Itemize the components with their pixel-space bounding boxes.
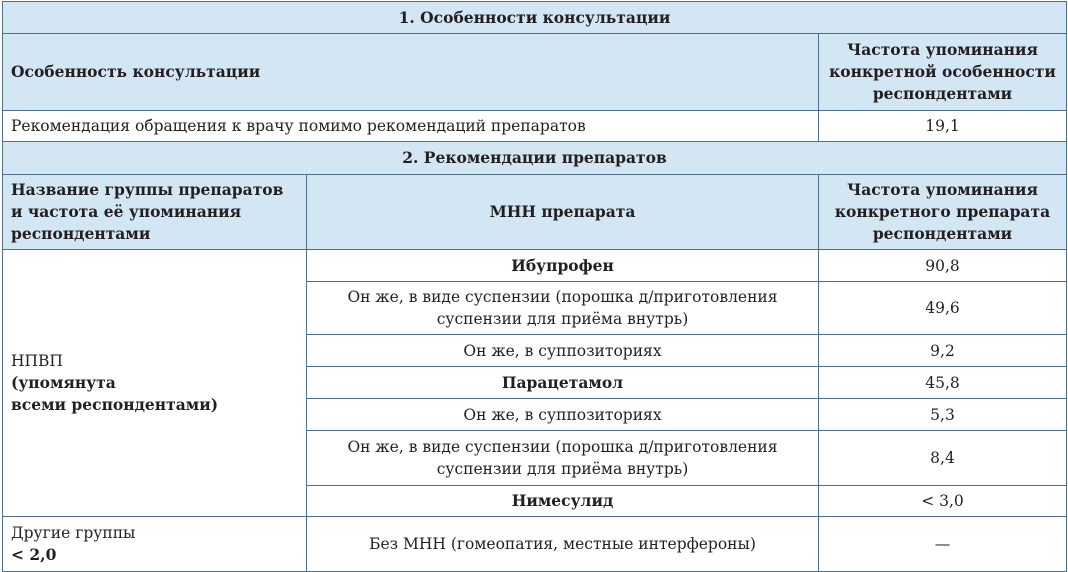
section-2-title: 2. Рекомендации препаратов	[3, 142, 1067, 175]
feature-frequency-header-line: Частота упоминания	[847, 40, 1038, 59]
nsaid-group-note: (упомянута	[11, 373, 116, 392]
nsaid-group-note: всеми респондентами)	[11, 395, 219, 414]
drug-frequency-header-line: конкретного препарата	[834, 202, 1051, 221]
drug-frequency-header-line: респондентами	[872, 224, 1013, 243]
nsaid-group-cell	[3, 250, 307, 517]
inn-column-header: МНН препарата	[307, 175, 819, 250]
drug-value-cell: 90,8	[819, 250, 1067, 282]
consultation-table	[2, 1, 1067, 572]
table-row	[3, 517, 1067, 572]
drug-value-cell: < 3,0	[819, 486, 1067, 517]
drug-value-cell: 9,2	[819, 335, 1067, 367]
other-group-value: < 2,0	[11, 545, 57, 564]
drug-frequency-header	[819, 175, 1067, 250]
feature-frequency-header-line: конкретной особенности	[829, 62, 1056, 81]
other-group-inn-cell: Без МНН (гомеопатия, местные интерфероны)	[307, 517, 819, 572]
table-row	[3, 111, 1067, 142]
drug-name-cell	[307, 431, 819, 486]
other-group-cell	[3, 517, 307, 572]
group-column-header-line: Название группы препаратов	[11, 180, 284, 199]
drug-name-cell: Он же, в суппозиториях	[307, 399, 819, 431]
drug-name-line: суспензии для приёма внутрь)	[436, 460, 689, 478]
section-1-title-row	[3, 2, 1067, 34]
drug-name-cell: Он же, в суппозиториях	[307, 335, 819, 367]
group-column-header-line: респондентами	[11, 224, 151, 243]
drug-name-cell: Нимесулид	[307, 486, 819, 517]
section-2-header-row	[3, 175, 1067, 250]
other-group-name: Другие группы	[11, 524, 136, 542]
feature-frequency-header	[819, 34, 1067, 111]
drug-value-cell: 8,4	[819, 431, 1067, 486]
drug-value-cell: 49,6	[819, 282, 1067, 335]
feature-frequency-header-line: респондентами	[872, 84, 1013, 103]
feature-value-cell: 19,1	[819, 111, 1067, 142]
drug-value-cell: 45,8	[819, 367, 1067, 399]
nsaid-group-name: НПВП	[11, 352, 63, 370]
group-column-header-line: и частота её упоминания	[11, 202, 242, 221]
feature-column-header: Особенность консультации	[3, 34, 819, 111]
other-group-frequency-cell: —	[819, 517, 1067, 572]
drug-name-line: Он же, в виде суспензии (порошка д/приготовления	[347, 288, 778, 306]
section-1-header-row	[3, 34, 1067, 111]
drug-name-cell: Ибупрофен	[307, 250, 819, 282]
drug-name-cell	[307, 282, 819, 335]
drug-value-cell: 5,3	[819, 399, 1067, 431]
table-row	[3, 250, 1067, 282]
drug-name-line: суспензии для приёма внутрь)	[436, 310, 689, 328]
group-column-header	[3, 175, 307, 250]
section-2-title-row	[3, 142, 1067, 175]
drug-name-line: Он же, в виде суспензии (порошка д/приготовления	[347, 438, 778, 456]
section-1-title: 1. Особенности консультации	[3, 2, 1067, 34]
drug-frequency-header-line: Частота упоминания	[847, 180, 1038, 199]
drug-name-cell: Парацетамол	[307, 367, 819, 399]
feature-cell: Рекомендация обращения к врачу помимо рекомендаций препаратов	[3, 111, 819, 142]
